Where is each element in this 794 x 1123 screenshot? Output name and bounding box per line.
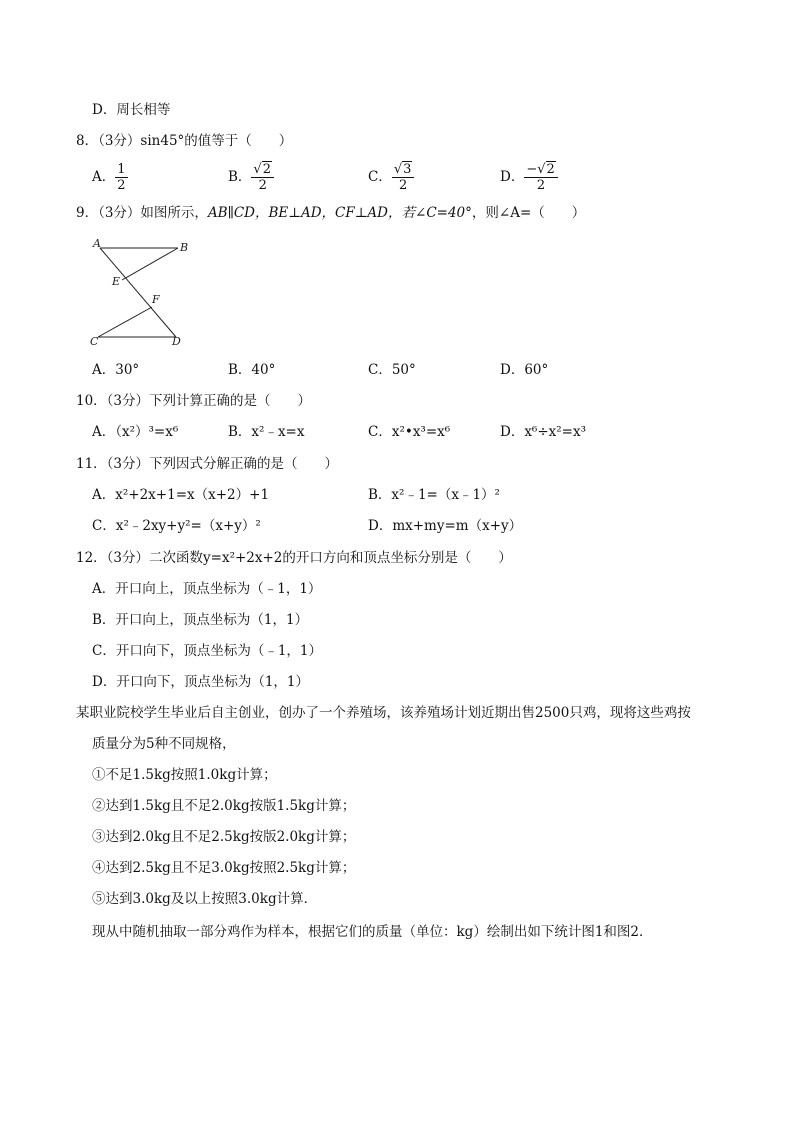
- q9-option-b: B．40°: [228, 362, 276, 378]
- q12-stem: 12．（3分）二次函数y=x²+2x+2的开口方向和顶点坐标分别是（ ）: [76, 550, 512, 566]
- fraction: $\frac{√3}{2}$: [392, 162, 415, 193]
- rule-2: ②达到1.5kg且不足2.0kg按版1.5kg计算；: [92, 798, 356, 814]
- q8-stem: 8．（3分）sin45°的值等于（ ）: [76, 133, 293, 149]
- q10-option-d: D．x⁶÷x²=x³: [500, 424, 587, 440]
- q10-option-a: A．（x²）³=x⁶: [92, 424, 179, 440]
- fraction: $\frac{√2}{2}$: [251, 162, 274, 193]
- q11-option-d: D．mx+my=m（x+y）: [368, 518, 523, 534]
- label-f: F: [152, 293, 160, 306]
- passage-line-2: 质量分为5种不同规格，: [92, 736, 236, 752]
- q8-option-b: B． $\frac{√2}{2}$: [228, 162, 274, 193]
- q7-option-d: D．周长相等: [92, 102, 171, 118]
- q9-option-d: D．60°: [500, 362, 549, 378]
- q9-option-a: A．30°: [92, 362, 140, 378]
- q12-option-a: A．开口向上，顶点坐标为（﹣1，1）: [92, 581, 322, 597]
- label-d: D: [172, 335, 181, 347]
- passage-line-1: 某职业院校学生毕业后自主创业，创办了一个养殖场，该养殖场计划近期出售2500只鸡，现将这些鸡按: [76, 705, 691, 721]
- q8-option-d: D． $\frac{-√2}{2}$: [500, 162, 558, 193]
- rule-4: ④达到2.5kg且不足3.0kg按照2.5kg计算；: [92, 860, 356, 876]
- q10-stem: 10．（3分）下列计算正确的是（ ）: [76, 393, 312, 409]
- rule-5: ⑤达到3.0kg及以上按照3.0kg计算．: [92, 891, 318, 907]
- q12-option-d: D．开口向下，顶点坐标为（1，1）: [92, 674, 310, 690]
- q11-option-a: A．x²+2x+1=x（x+2）+1: [92, 487, 270, 503]
- q9-stem: 9．（3分）如图所示，AB∥CD，BE⊥AD，CF⊥AD，若∠C=40°，则∠A=（ ）: [76, 205, 586, 221]
- q11-stem: 11．（3分）下列因式分解正确的是（ ）: [76, 456, 339, 472]
- q12-option-c: C．开口向下，顶点坐标为（﹣1，1）: [92, 643, 323, 659]
- q11-option-b: B．x²﹣1=（x﹣1）²: [368, 487, 500, 503]
- fraction: $\frac{1}{2}$: [117, 162, 126, 193]
- q12-option-b: B．开口向上，顶点坐标为（1，1）: [92, 612, 309, 628]
- label-a: A: [93, 237, 101, 250]
- label-c: C: [90, 335, 99, 347]
- q9-option-c: C．50°: [368, 362, 416, 378]
- q10-option-b: B．x²﹣x=x: [228, 424, 305, 440]
- passage-line-3: 现从中随机抽取一部分鸡作为样本，根据它们的质量（单位：kg）绘制出如下统计图1和图2．: [92, 924, 653, 940]
- label-e: E: [112, 275, 121, 288]
- rule-1: ①不足1.5kg按照1.0kg计算；: [92, 767, 277, 783]
- fraction: $\frac{-√2}{2}$: [524, 162, 557, 193]
- q11-option-c: C．x²﹣2xy+y²=（x+y）²: [92, 518, 261, 534]
- q10-option-c: C．x²•x³=x⁶: [368, 424, 451, 440]
- q8-option-a: A． $\frac{1}{2}$: [92, 162, 126, 193]
- q9-geometry-figure: [88, 235, 200, 347]
- label-b: B: [180, 241, 189, 254]
- rule-3: ③达到2.0kg且不足2.5kg按版2.0kg计算；: [92, 829, 356, 845]
- q8-option-c: C． $\frac{√3}{2}$: [368, 162, 414, 193]
